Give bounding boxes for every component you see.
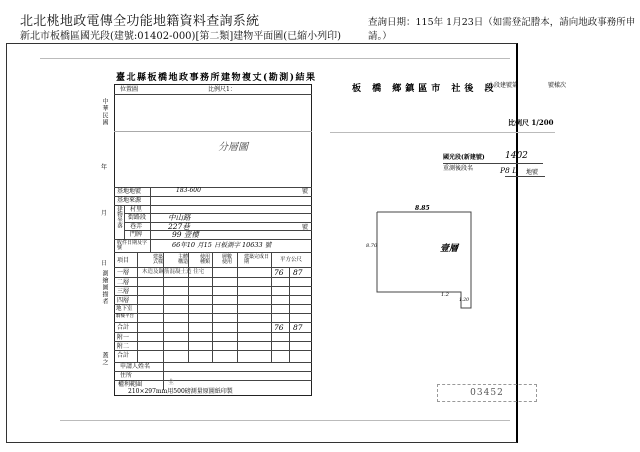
side-label-roc: 中華民國	[101, 98, 108, 126]
floor-label: 壹層	[440, 244, 459, 254]
page-subtitle: 新北市板橋區國光段(建號:01402-000)[第二類]建物平面圖(已縮小列印)	[20, 31, 342, 42]
form-title: 臺北縣板橋地政事務所建物複丈(勘測)結果	[116, 73, 317, 83]
row-area-dec: 87	[293, 268, 303, 277]
col-header-floors: 層數使用	[222, 254, 233, 265]
rule	[114, 380, 312, 381]
total-area-dec: 87	[293, 323, 303, 332]
side-label-surveyor: 測繪圖描者	[101, 270, 108, 305]
rule	[137, 252, 138, 362]
floor-plan-label: 分層圖	[218, 142, 248, 153]
rule	[150, 187, 151, 252]
base-source-label: 基地來源	[117, 197, 142, 204]
rule	[212, 252, 213, 362]
street-value: 中山路	[168, 213, 191, 222]
land-section-value: 1402	[505, 151, 528, 161]
dim-left: 8.70	[366, 243, 378, 249]
sheet-label: 號樣次	[548, 82, 567, 89]
rule	[114, 187, 312, 188]
permit-label: 收件日期及字號	[117, 240, 148, 251]
rule	[114, 252, 312, 253]
dim-corner: 1.20	[459, 298, 470, 303]
base-lot-value: 183-600	[176, 187, 201, 194]
dim-top: 8.85	[415, 205, 430, 212]
scan-artifact-line	[60, 420, 510, 421]
page-title: 北北桃地政電傳全功能地籍資料查詢系統	[20, 14, 260, 29]
rule	[124, 213, 312, 214]
village-label: 村里	[130, 206, 143, 213]
rule	[289, 267, 290, 362]
land-section-label: 國光段(新建號)	[443, 154, 485, 161]
col-header-item: 項目	[117, 257, 130, 264]
door-value: 99 壹樓	[172, 230, 199, 239]
seal-stamp	[437, 384, 537, 402]
rule	[443, 163, 543, 164]
rule	[114, 371, 312, 372]
row-label: 三層	[117, 288, 130, 295]
rule	[114, 304, 312, 305]
dim-bottom: 1.2	[441, 292, 449, 298]
col-header-style: 建築式樣	[153, 254, 164, 265]
col-header-usage: 使用種類	[200, 254, 211, 265]
rule	[163, 362, 164, 390]
paper-note: 210×297mm用500磅測量原圖紙印製	[128, 388, 233, 395]
rule	[114, 131, 312, 132]
rule	[114, 350, 312, 351]
row-label: 二層	[117, 279, 130, 286]
rule	[330, 132, 555, 133]
side-label-year: 年	[101, 164, 108, 171]
rule	[114, 205, 312, 206]
rule	[114, 196, 312, 197]
base-lot-label: 基地地號	[117, 188, 142, 195]
rule	[271, 252, 272, 362]
street-label: 街路段	[128, 214, 147, 221]
resurvey-value: P8 L	[500, 166, 518, 175]
lane-value: 227巷	[168, 222, 190, 231]
rule	[114, 286, 312, 287]
rule	[505, 176, 545, 177]
row-label: 騎樓平台	[116, 314, 134, 319]
side-label-seal: 蓋之	[101, 352, 108, 366]
subsection-label: 小段建號第	[488, 82, 519, 89]
scan-artifact-line	[40, 58, 510, 59]
scale-label: 比例尺1：	[208, 86, 236, 93]
resurvey-label: 重測後段名	[443, 165, 474, 172]
row-label: 地下室	[116, 306, 133, 312]
rule	[237, 252, 238, 362]
stamp-number: 03452	[470, 388, 504, 398]
rule	[114, 277, 312, 278]
door-label: 門牌	[130, 231, 143, 238]
rule	[114, 332, 312, 333]
rule	[114, 94, 312, 95]
rule	[114, 295, 312, 296]
base-lot-suffix: 號	[302, 188, 309, 195]
building-address-label: 建物坐落	[116, 206, 122, 228]
rights-value: 全	[168, 379, 175, 386]
row-label: 附二	[117, 343, 130, 350]
row-label: 附一	[117, 334, 130, 341]
row-area-int: 76	[274, 268, 284, 277]
query-date: 查詢日期：115年 1月23日（如需登記謄本，請向地政事務所申請。）	[368, 17, 636, 42]
row-desc: 木造及鋼筋混凝土造 住宅	[142, 269, 205, 275]
lane-suffix: 號	[302, 224, 309, 231]
rule	[124, 230, 312, 231]
row-label: 一層	[117, 269, 130, 276]
permit-value: 66年10 月15 日板測字 10633 號	[172, 241, 272, 249]
lane-label: 巷弄	[130, 223, 143, 230]
rule	[114, 341, 312, 342]
resurvey-suffix: 地號	[526, 169, 539, 176]
col-header-area: 平方公尺	[280, 257, 303, 263]
rule	[124, 222, 312, 223]
side-label-day: 日	[101, 260, 108, 267]
row-label: 四層	[117, 297, 130, 304]
applicant-label: 申請人姓名	[120, 363, 151, 370]
row-label: 合計	[117, 352, 130, 359]
total-area-int: 76	[274, 323, 284, 332]
row-label: 合計	[117, 324, 130, 331]
rule	[114, 313, 312, 314]
side-label-month: 月	[101, 210, 108, 217]
district-label: 板 橋 鄉鎮區市 社後 段	[352, 84, 498, 94]
location-map-label: 位置圖	[120, 86, 139, 93]
col-header-completion: 建築完成日期	[244, 254, 270, 265]
rights-label: 權利範圍	[118, 381, 143, 388]
address-label: 住所	[120, 372, 133, 379]
col-header-structure: 主體構造	[178, 254, 189, 265]
plan-scale: 比例尺 1/200	[508, 118, 554, 127]
